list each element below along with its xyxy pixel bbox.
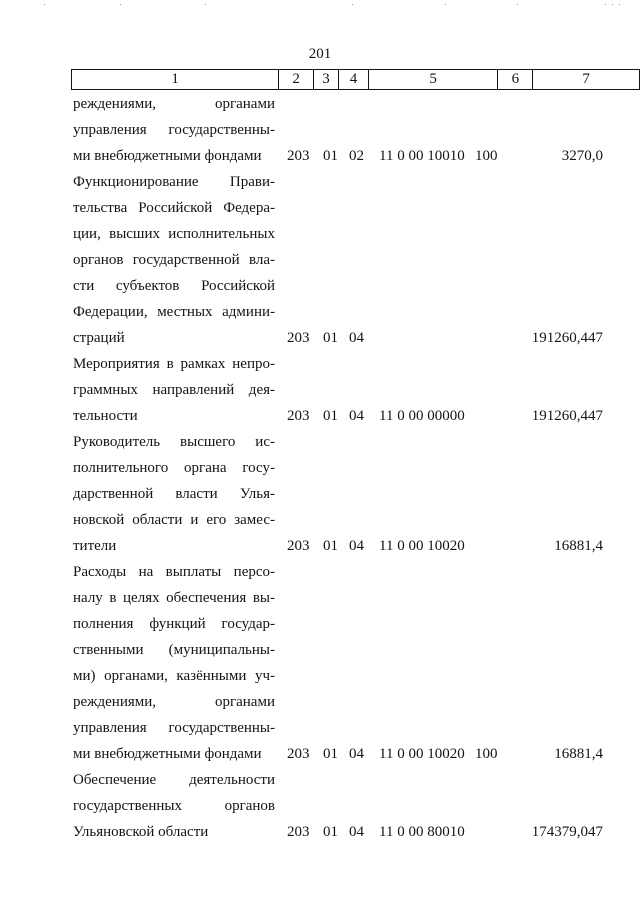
section-code: 01 [323,408,338,424]
row-description-line: дарственной власти Улья- [73,486,275,502]
row-description-line: полнения функций государ- [73,616,275,632]
subsection-code: 04 [349,330,364,346]
column-header-1: 1 [72,70,279,90]
amount-value: 174379,047 [531,824,603,840]
row-description-line: государственных органов [73,798,275,814]
table-row [0,559,640,767]
row-description-line: сти субъектов Российской [73,278,275,294]
amount-value: 3270,0 [561,148,603,164]
section-code: 01 [323,824,338,840]
subsection-code: 04 [349,408,364,424]
target-article-code: 11 0 00 00000 [379,408,465,424]
main-administrator-code: 203 [287,148,310,164]
expense-type-code: 100 [475,148,498,164]
section-code: 01 [323,538,338,554]
row-description-line: реждениями, органами [73,694,275,710]
section-code: 01 [323,330,338,346]
row-description-line: страций [73,330,125,346]
column-header-3: 3 [314,70,339,90]
row-description-line: тители [73,538,117,554]
main-administrator-code: 203 [287,824,310,840]
table-row [0,767,640,845]
row-description-line: ми) органами, казёнными уч- [73,668,275,684]
amount-value: 16881,4 [554,746,603,762]
section-code: 01 [323,148,338,164]
scan-noise [0,4,640,12]
row-description-line: Расходы на выплаты персо- [73,564,275,580]
table-row [0,429,640,559]
target-article-code: 11 0 00 10020 [379,538,465,554]
row-description-line: реждениями, органами [73,96,275,112]
main-administrator-code: 203 [287,538,310,554]
row-description-line: ми внебюджетными фондами [73,148,262,164]
row-description-line: ми внебюджетными фондами [73,746,262,762]
subsection-code: 04 [349,538,364,554]
amount-value: 191260,447 [531,408,603,424]
row-description-line: Федерации, местных админи- [73,304,275,320]
subsection-code: 02 [349,148,364,164]
subsection-code: 04 [349,746,364,762]
column-header-6: 6 [498,70,533,90]
row-description-line: новской области и его замес- [73,512,275,528]
budget-table-body [0,91,640,845]
target-article-code: 11 0 00 80010 [379,824,465,840]
row-description-line: управления государственны- [73,122,275,138]
table-row [0,169,640,351]
row-description-line: органов государственной вла- [73,252,275,268]
row-description-line: граммных направлений дея- [73,382,275,398]
row-description-line: полнительного органа госу- [73,460,275,476]
column-header-row [72,70,640,90]
row-description-line: налу в целях обеспечения вы- [73,590,275,606]
expense-type-code: 100 [475,746,498,762]
row-description-line: ственными (муниципальны- [73,642,275,658]
target-article-code: 11 0 00 10020 [379,746,465,762]
main-administrator-code: 203 [287,330,310,346]
column-header-2: 2 [279,70,314,90]
table-row [0,91,640,169]
column-header-table [71,69,640,90]
row-description-line: управления государственны- [73,720,275,736]
subsection-code: 04 [349,824,364,840]
main-administrator-code: 203 [287,746,310,762]
table-row [0,351,640,429]
column-header-4: 4 [339,70,369,90]
row-description-line: тельства Российской Федера- [73,200,275,216]
column-header-7: 7 [533,70,640,90]
row-description-line: ции, высших исполнительных [73,226,275,242]
section-code: 01 [323,746,338,762]
row-description-line: Функционирование Прави- [73,174,275,190]
main-administrator-code: 203 [287,408,310,424]
page-number: 201 [308,46,332,62]
row-description-line: тельности [73,408,138,424]
row-description-line: Обеспечение деятельности [73,772,275,788]
amount-value: 16881,4 [554,538,603,554]
target-article-code: 11 0 00 10010 [379,148,465,164]
row-description-line: Мероприятия в рамках непро- [73,356,275,372]
row-description-line: Ульяновской области [73,824,209,840]
column-header-5: 5 [368,70,498,90]
amount-value: 191260,447 [531,330,603,346]
row-description-line: Руководитель высшего ис- [73,434,275,450]
